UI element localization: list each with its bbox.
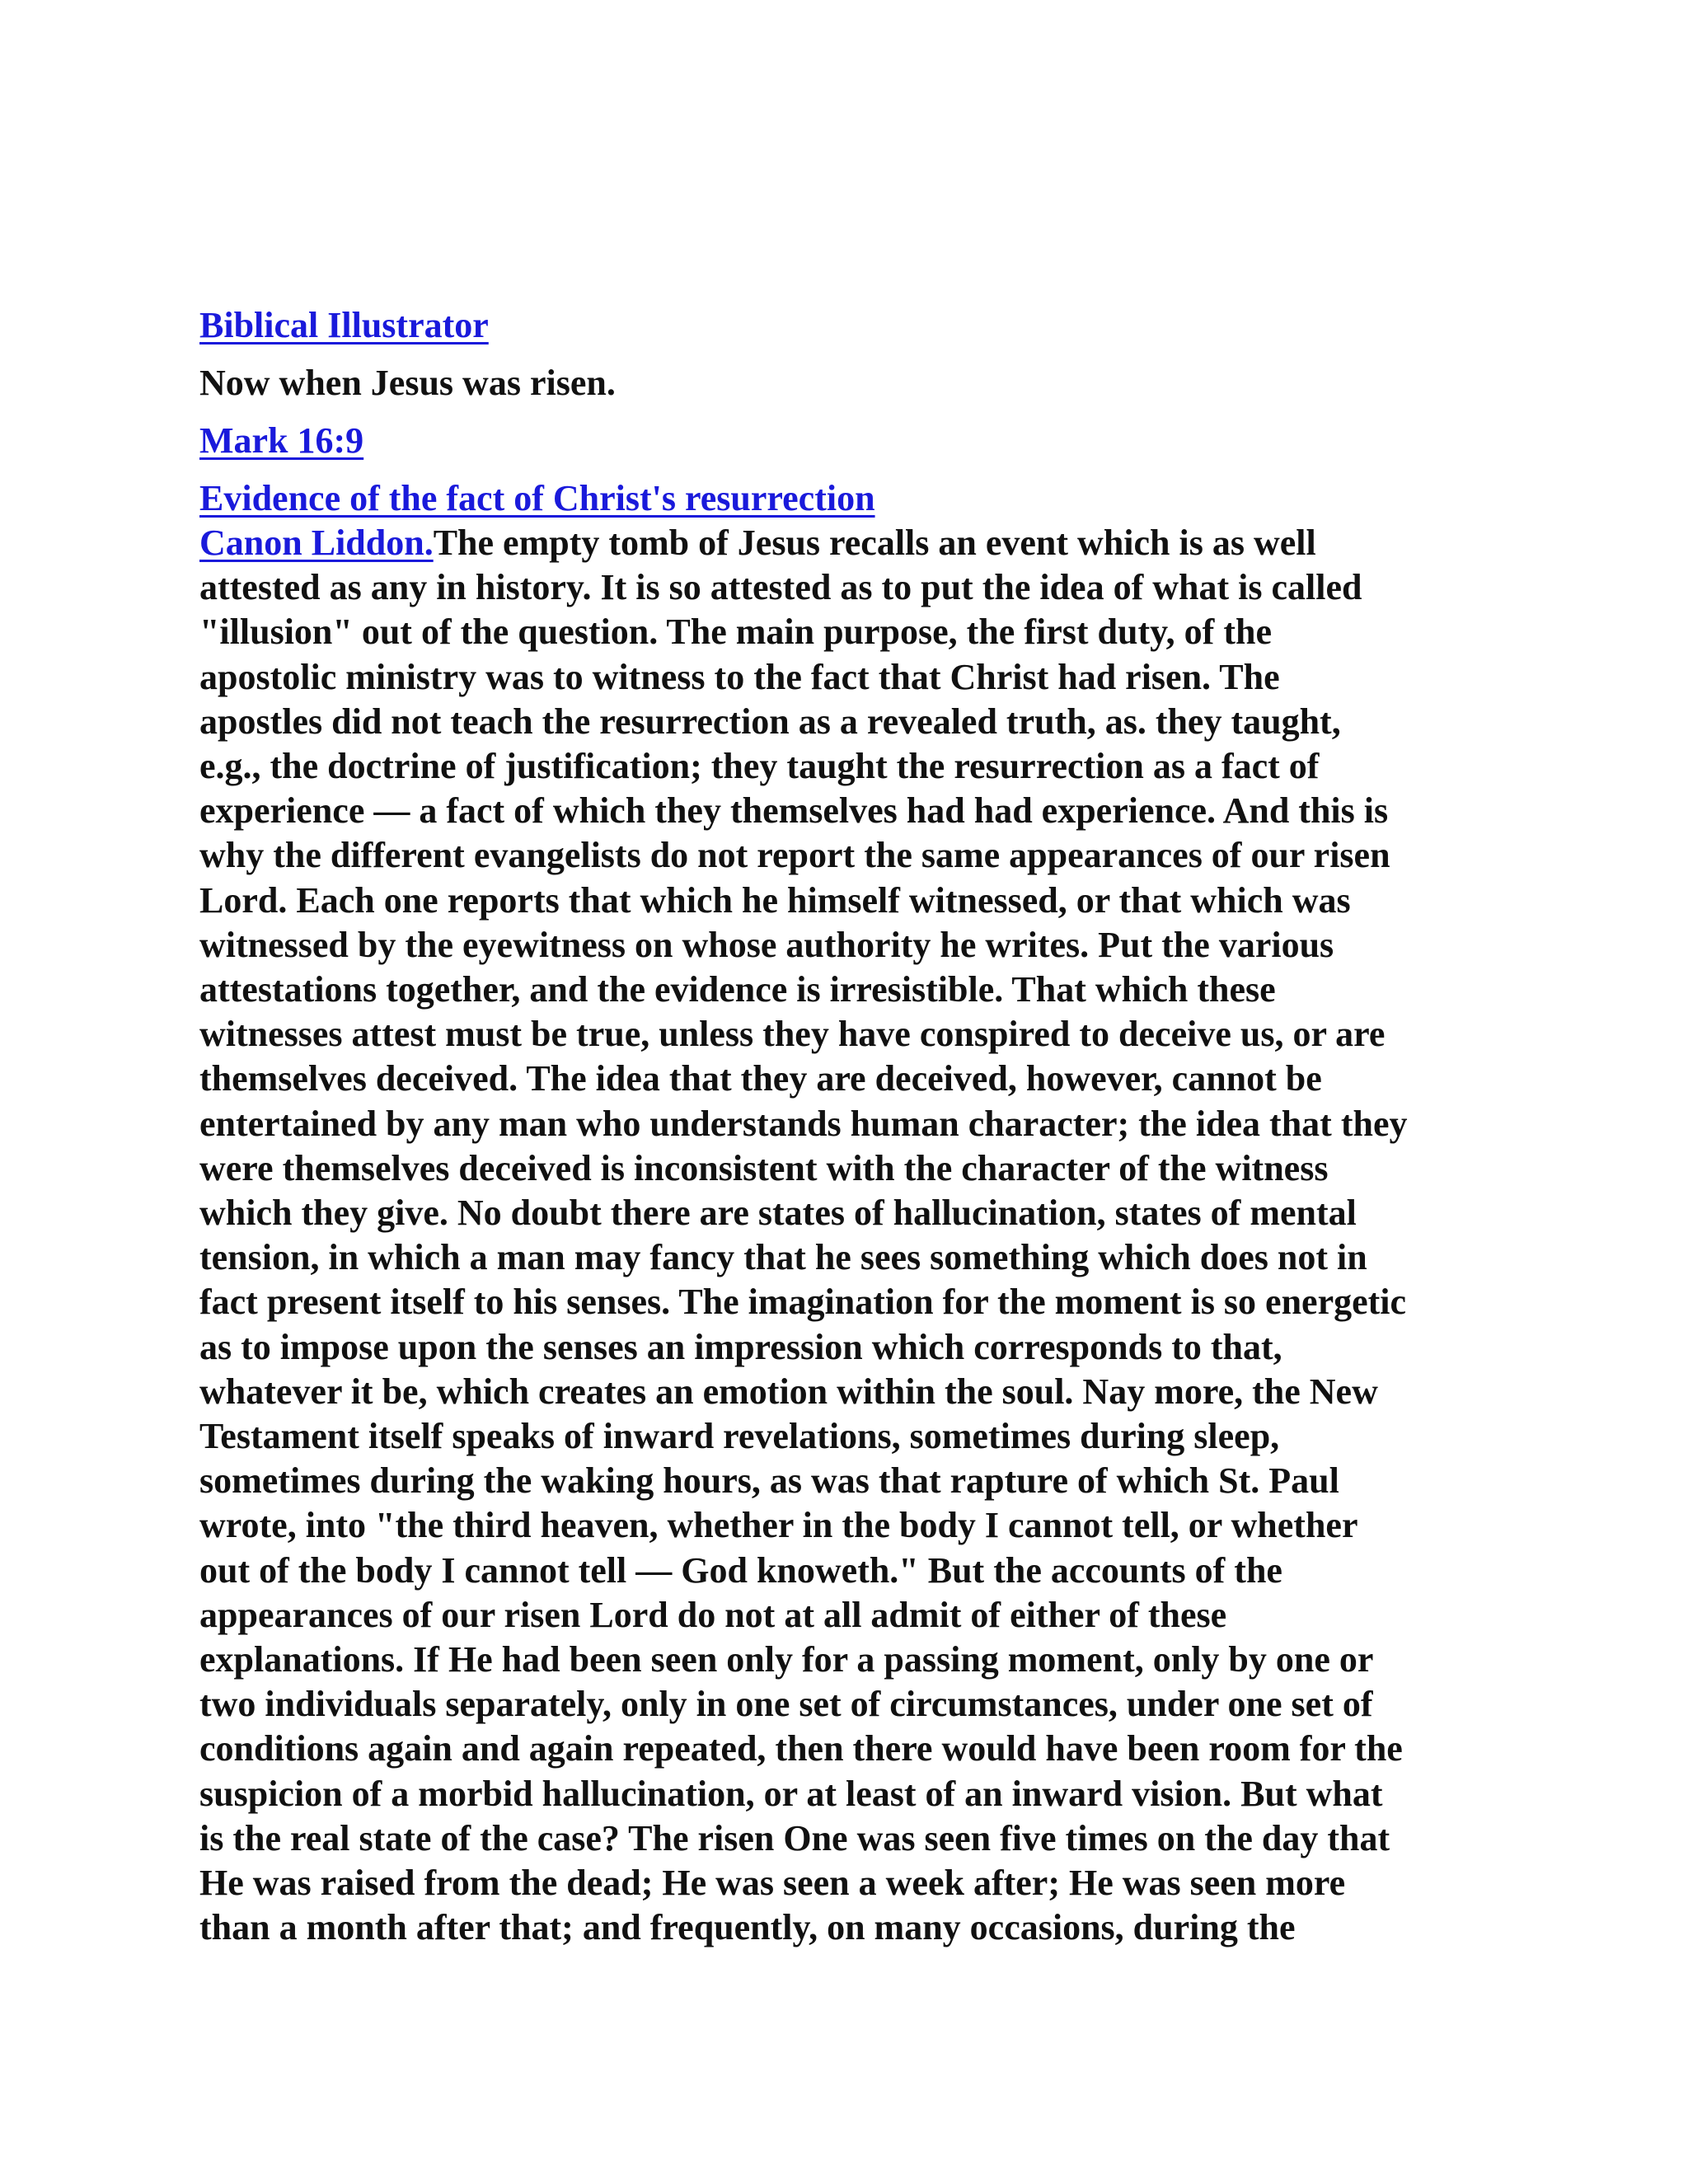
reference-line: [199, 412, 1502, 470]
body-line: tension, in which a man may fancy that he sees something which does not in: [199, 1237, 1367, 1278]
body-line: witnessed by the eyewitness on whose authority he writes. Put the various: [199, 924, 1334, 965]
body-line: The empty tomb of Jesus recalls an event which is as well: [433, 523, 1316, 563]
author-link[interactable]: Canon Liddon.: [199, 523, 434, 563]
body-line: conditions again and again repeated, then there would have been room for the: [199, 1728, 1403, 1769]
body-text: [199, 521, 1502, 1951]
body-line: Lord. Each one reports that which he himself witnessed, or that which was: [199, 879, 1351, 921]
body-line: e.g., the doctrine of justification; they taught the resurrection as a fact of: [199, 746, 1320, 787]
reference-link[interactable]: Mark 16:9: [199, 420, 364, 461]
body-line: than a month after that; and frequently, on many occasions, during the: [199, 1907, 1296, 1948]
body-line: apostolic ministry was to witness to the fact that Christ had risen. The: [199, 656, 1280, 697]
body-line: as to impose upon the senses an impression which corresponds to that,: [199, 1326, 1282, 1367]
body-line: fact present itself to his senses. The imagination for the moment is so energetic: [199, 1282, 1407, 1323]
body-line: appearances of our risen Lord do not at all admit of either of these: [199, 1594, 1227, 1635]
body-line: why the different evangelists do not report the same appearances of our risen: [199, 835, 1390, 876]
body-line: He was raised from the dead; He was seen a week after; He was seen more: [199, 1863, 1346, 1904]
source-link[interactable]: Biblical Illustrator: [199, 305, 489, 345]
body-line: sometimes during the waking hours, as was that rapture of which St. Paul: [199, 1460, 1339, 1502]
body-line: apostles did not teach the resurrection as a revealed truth, as. they taught,: [199, 701, 1341, 742]
body-line: experience — a fact of which they themselves had had experience. And this is: [199, 790, 1389, 832]
body-line: attestations together, and the evidence is irresistible. That which these: [199, 969, 1276, 1010]
section-title-line: [199, 470, 1502, 527]
body-line: is the real state of the case? The risen One was seen five times on the day that: [199, 1817, 1390, 1858]
verse-heading: Now when Jesus was risen.: [199, 363, 616, 403]
body-line: themselves deceived. The idea that they are deceived, however, cannot be: [199, 1058, 1322, 1099]
body-line: were themselves deceived is inconsistent with the character of the witness: [199, 1147, 1329, 1188]
body-line: whatever it be, which creates an emotion within the soul. Nay more, the New: [199, 1371, 1378, 1412]
body-line: witnesses attest must be true, unless they have conspired to deceive us, or are: [199, 1014, 1386, 1055]
body-line: explanations. If He had been seen only for a passing moment, only by one or: [199, 1639, 1374, 1680]
body-line: suspicion of a morbid hallucination, or at least of an inward vision. But what: [199, 1773, 1383, 1814]
body-line-first: [199, 521, 1502, 565]
body-line: attested as any in history. It is so attested as to put the idea of what is called: [199, 567, 1362, 608]
body-line: two individuals separately, only in one set of circumstances, under one set of: [199, 1684, 1373, 1725]
body-line: entertained by any man who understands human character; the idea that they: [199, 1103, 1408, 1144]
body-line: out of the body I cannot tell — God knoweth." But the accounts of the: [199, 1549, 1282, 1591]
body-line: wrote, into "the third heaven, whether in the body I cannot tell, or whether: [199, 1505, 1358, 1546]
source-line: [199, 297, 1502, 354]
body-line: which they give. No doubt there are states of hallucination, states of mental: [199, 1193, 1357, 1234]
body-line: "illusion" out of the question. The main purpose, the first duty, of the: [199, 612, 1272, 653]
body-line: Testament itself speaks of inward revelations, sometimes during sleep,: [199, 1416, 1280, 1457]
section-title-link[interactable]: Evidence of the fact of Christ's resurrection: [199, 478, 875, 518]
document-page: [199, 297, 1502, 1951]
